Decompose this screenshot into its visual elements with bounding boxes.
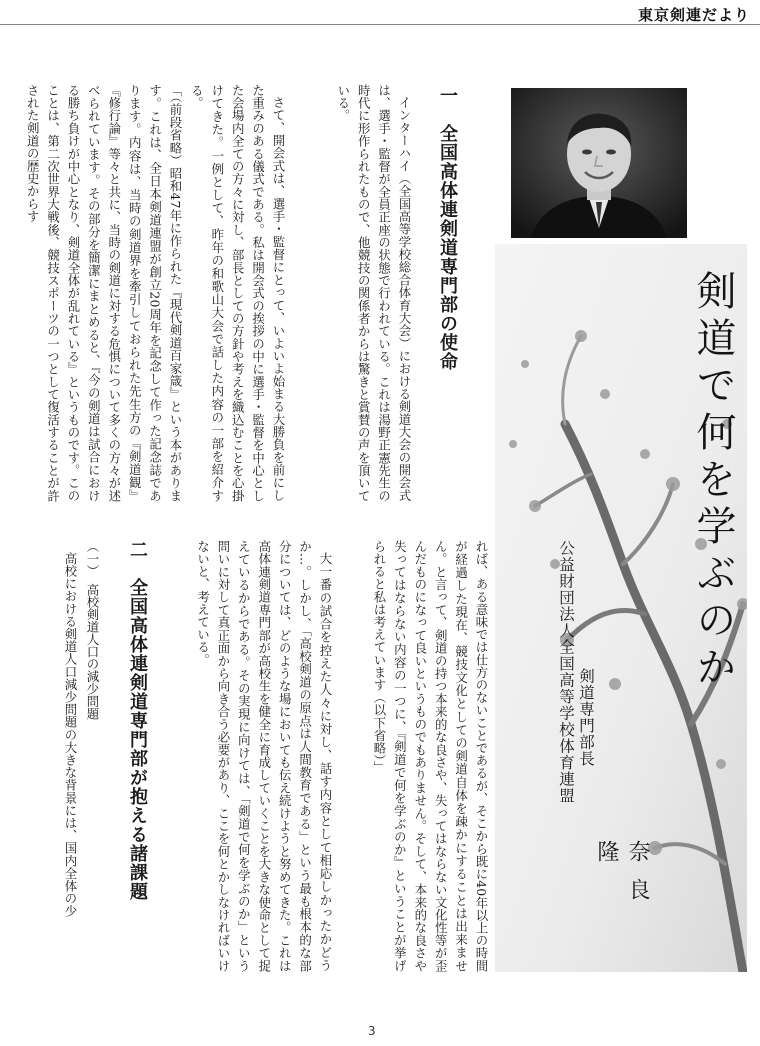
title-panel xyxy=(495,244,747,972)
portrait-illustration xyxy=(511,88,687,238)
article-title: 剣道で何を学ぶのか xyxy=(690,270,736,693)
newsletter-title: 東京剣連だより xyxy=(637,6,750,24)
continuation-paragraph-1: れば、ある意味では仕方のないことであるが、そこから既に40年以上の時間が経過した現在、競技文化としての剣道自体を疎かにすることは出来ません。と言って、剣道の持つ本来的な良さや、失ってはならない文化性等が歪んだものになって良いというものでもありません。そして、本来的な良さや失ってはならない内容の一つに、『剣道で何を学ぶのか』ということが挙げられると私は考えています（以下省略）」 xyxy=(371,540,489,972)
section2-paragraph: 高校における剣道人口減少問題の大きな背景には、国内全体の少 xyxy=(63,552,78,918)
section2-subheading: （一） 高校剣道人口の減少問題 xyxy=(85,540,100,720)
author-name: 奈良 隆 xyxy=(594,840,650,954)
section1-paragraph-2: さて、開会式は、選手・監督にとって、いよいよ始まる大勝負を前にした重みのある儀式である。私は開会式の挨拶の中に選手・監督を中心とした会場内全ての方々に対し、部長としての方針や考えを織込むことを心掛けてきた。一例として、昨年の和歌山大会で話した内容の一部を紹介する。 xyxy=(189,84,286,502)
author-position: 剣道専門部長 xyxy=(577,668,595,767)
header-rule xyxy=(0,24,760,25)
section1-paragraph-1: インターハイ（全国高等学校総合体育大会）における剣道大会の開会式は、選手・監督が全員正座の状態で行われている。これは湯野正憲先生の時代に形作られたもので、他競技の関係者からは驚きと賞賛の声を頂いている。 xyxy=(335,84,412,502)
section1-paragraph-3: 「（前段省略）昭和47年に作られた『現代剣道百家箴』という本があります。これは、全日本剣道連盟が創立20周年を記念して作った記念誌であります。内容は、当時の剣道界を牽引しておられた先生方の『剣道観』『修行論』等々と共に、当時の剣道に対する危惧について多くの方々が述べられています。その部分を簡潔にまとめると、『今の剣道は試合における勝ち負けが中心となり、剣道全体が乱れている』というものです。このことは、第二次世界大戦後、競技スポーツの一つとして復活することが許された剣道の歴史からす xyxy=(25,84,183,502)
section2-heading: 二 全国高体連剣道専門部が抱える諸課題 xyxy=(127,540,148,901)
page-header xyxy=(0,0,760,26)
page-number: 3 xyxy=(368,1024,376,1038)
section1-heading: 一 全国高体連剣道専門部の使命 xyxy=(437,86,458,371)
author-photo xyxy=(511,88,687,238)
author-organization: 公益財団法人全国高等学校体育連盟 xyxy=(557,540,575,804)
continuation-paragraph-2: 大一番の試合を控えた人々に対し、話す内容として相応しかったかどうか…。しかし、「高校剣道の原点は人間教育である」という最も根本的な部分については、どのような場においても伝え続けようと努めてきた。これは高体連剣道専門部が高校生を健全に育成していくことを大きな使命として捉えているからである。その実現に向けては、「剣道で何を学ぶのか」という問いに対して真正面から向き合う必要があり、ここを何とかしなければいけないと、考えている。 xyxy=(195,540,333,972)
